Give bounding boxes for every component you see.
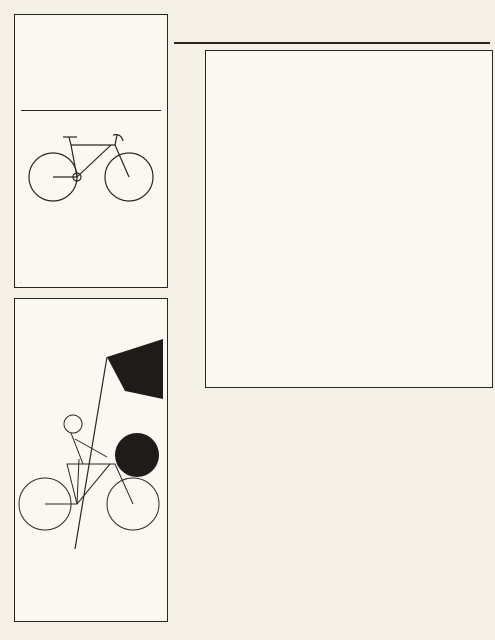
bike-safe-ad: [14, 298, 168, 622]
component-list: [21, 212, 161, 258]
angle-header-row: [212, 111, 488, 119]
divider: [21, 110, 161, 111]
printout-table: [205, 50, 493, 388]
header-rule: [174, 42, 490, 44]
price-badge: [115, 433, 159, 477]
fastab-cycles-ad: [14, 14, 168, 288]
company-address: ·: [20, 280, 22, 286]
bicycle-illustration: [25, 127, 157, 207]
